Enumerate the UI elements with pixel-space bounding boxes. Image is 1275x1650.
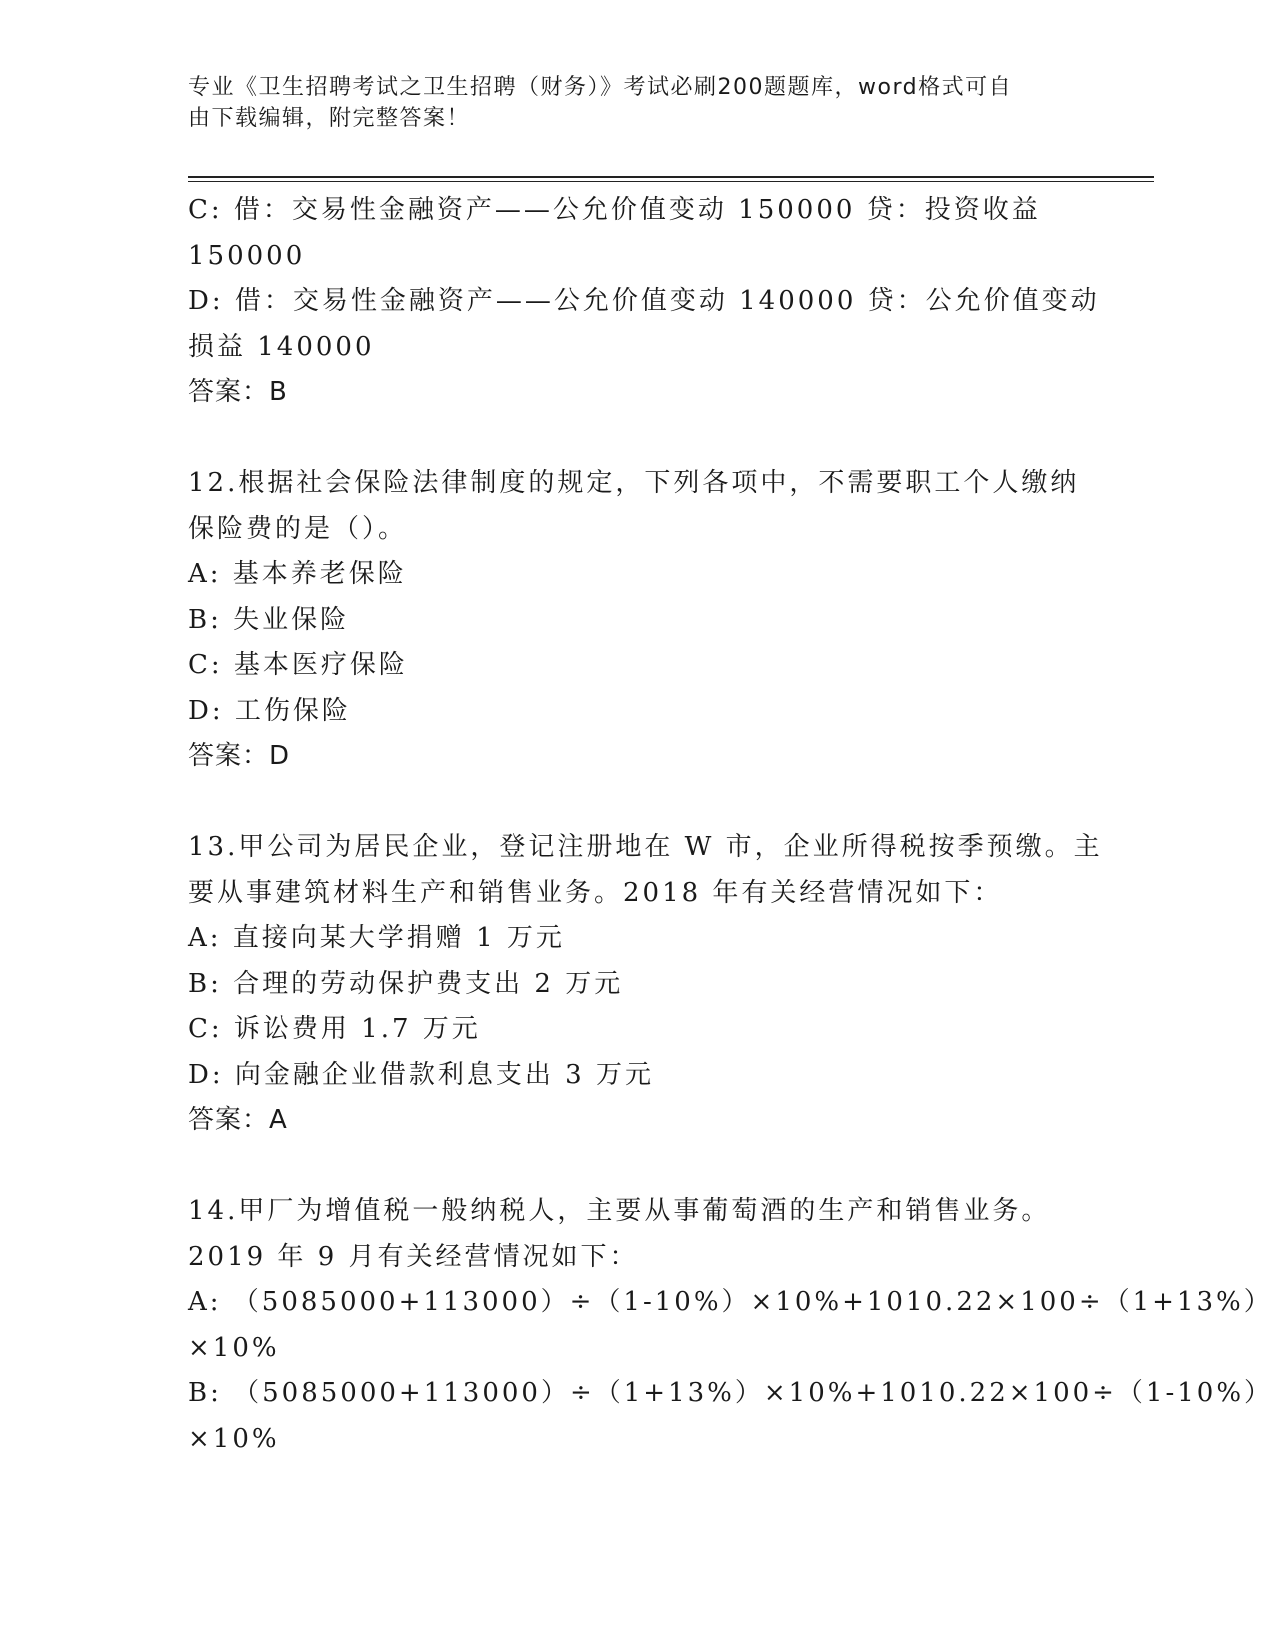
question-stem-cont: 要从事建筑材料生产和销售业务。2018 年有关经营情况如下：: [188, 877, 1003, 908]
option-a: A: 基本养老保险: [188, 559, 407, 589]
option-d: D: 工伤保险: [188, 695, 351, 726]
answer-line: 答案：D: [188, 741, 291, 771]
header-rule-thin: [188, 181, 1154, 182]
question-stem-cont: 保险费的是（）。: [188, 513, 408, 544]
header-line-2: 由下载编辑，附完整答案！: [188, 106, 471, 131]
option-b-cont: ×10%: [188, 1423, 280, 1454]
option-a: A: 直接向某大学捐赠 1 万元: [188, 923, 565, 953]
option-d-cont: 损益 140000: [188, 331, 375, 362]
spacer: [188, 1144, 1088, 1190]
option-c: C: 基本医疗保险: [188, 650, 408, 680]
question-stem: 14.甲厂为增值税一般纳税人，主要从事葡萄酒的生产和销售业务。: [188, 1196, 1051, 1226]
question-13: [188, 825, 1103, 1144]
option-d: D: 向金融企业借款利息支出 3 万元: [188, 1059, 654, 1090]
answer-line: 答案：B: [188, 377, 288, 407]
option-b: B: 失业保险: [188, 604, 350, 635]
question-stem: 13.甲公司为居民企业，登记注册地在 W 市，企业所得税按季预缴。主: [188, 832, 1103, 862]
option-a-cont: ×10%: [188, 1332, 280, 1363]
question-14: [188, 1189, 1274, 1462]
option-a: A: （5085000+113000）÷（1-10%）×10%+1010.22×100÷（1+13%）: [188, 1287, 1273, 1317]
question-stem-cont: 2019 年 9 月有关经营情况如下：: [188, 1241, 639, 1272]
document-body: [188, 188, 1274, 1462]
answer-line: 答案：A: [188, 1105, 288, 1135]
question-stem: 12.根据社会保险法律制度的规定，下列各项中，不需要职工个人缴纳: [188, 468, 1080, 498]
question-11: [188, 188, 1100, 416]
header-line-1: 专业《卫生招聘考试之卫生招聘（财务）》考试必刷200题题库，word格式可自: [188, 75, 1013, 100]
option-b: B: （5085000+113000）÷（1+13%）×10%+1010.22×100÷（1-10%）: [188, 1378, 1274, 1408]
spacer: [188, 416, 1088, 462]
header-rule-thick: [188, 176, 1154, 178]
option-d: D: 借：交易性金融资产——公允价值变动 140000 贷：公允价值变动: [188, 286, 1100, 316]
document-header: [188, 72, 1068, 134]
option-b: B: 合理的劳动保护费支出 2 万元: [188, 968, 624, 999]
spacer: [188, 780, 1088, 826]
option-c: C: 诉讼费用 1.7 万元: [188, 1014, 481, 1044]
question-12: [188, 461, 1088, 780]
option-c: C: 借：交易性金融资产——公允价值变动 150000 贷：投资收益: [188, 195, 1041, 225]
option-c-cont: 150000: [188, 240, 306, 271]
